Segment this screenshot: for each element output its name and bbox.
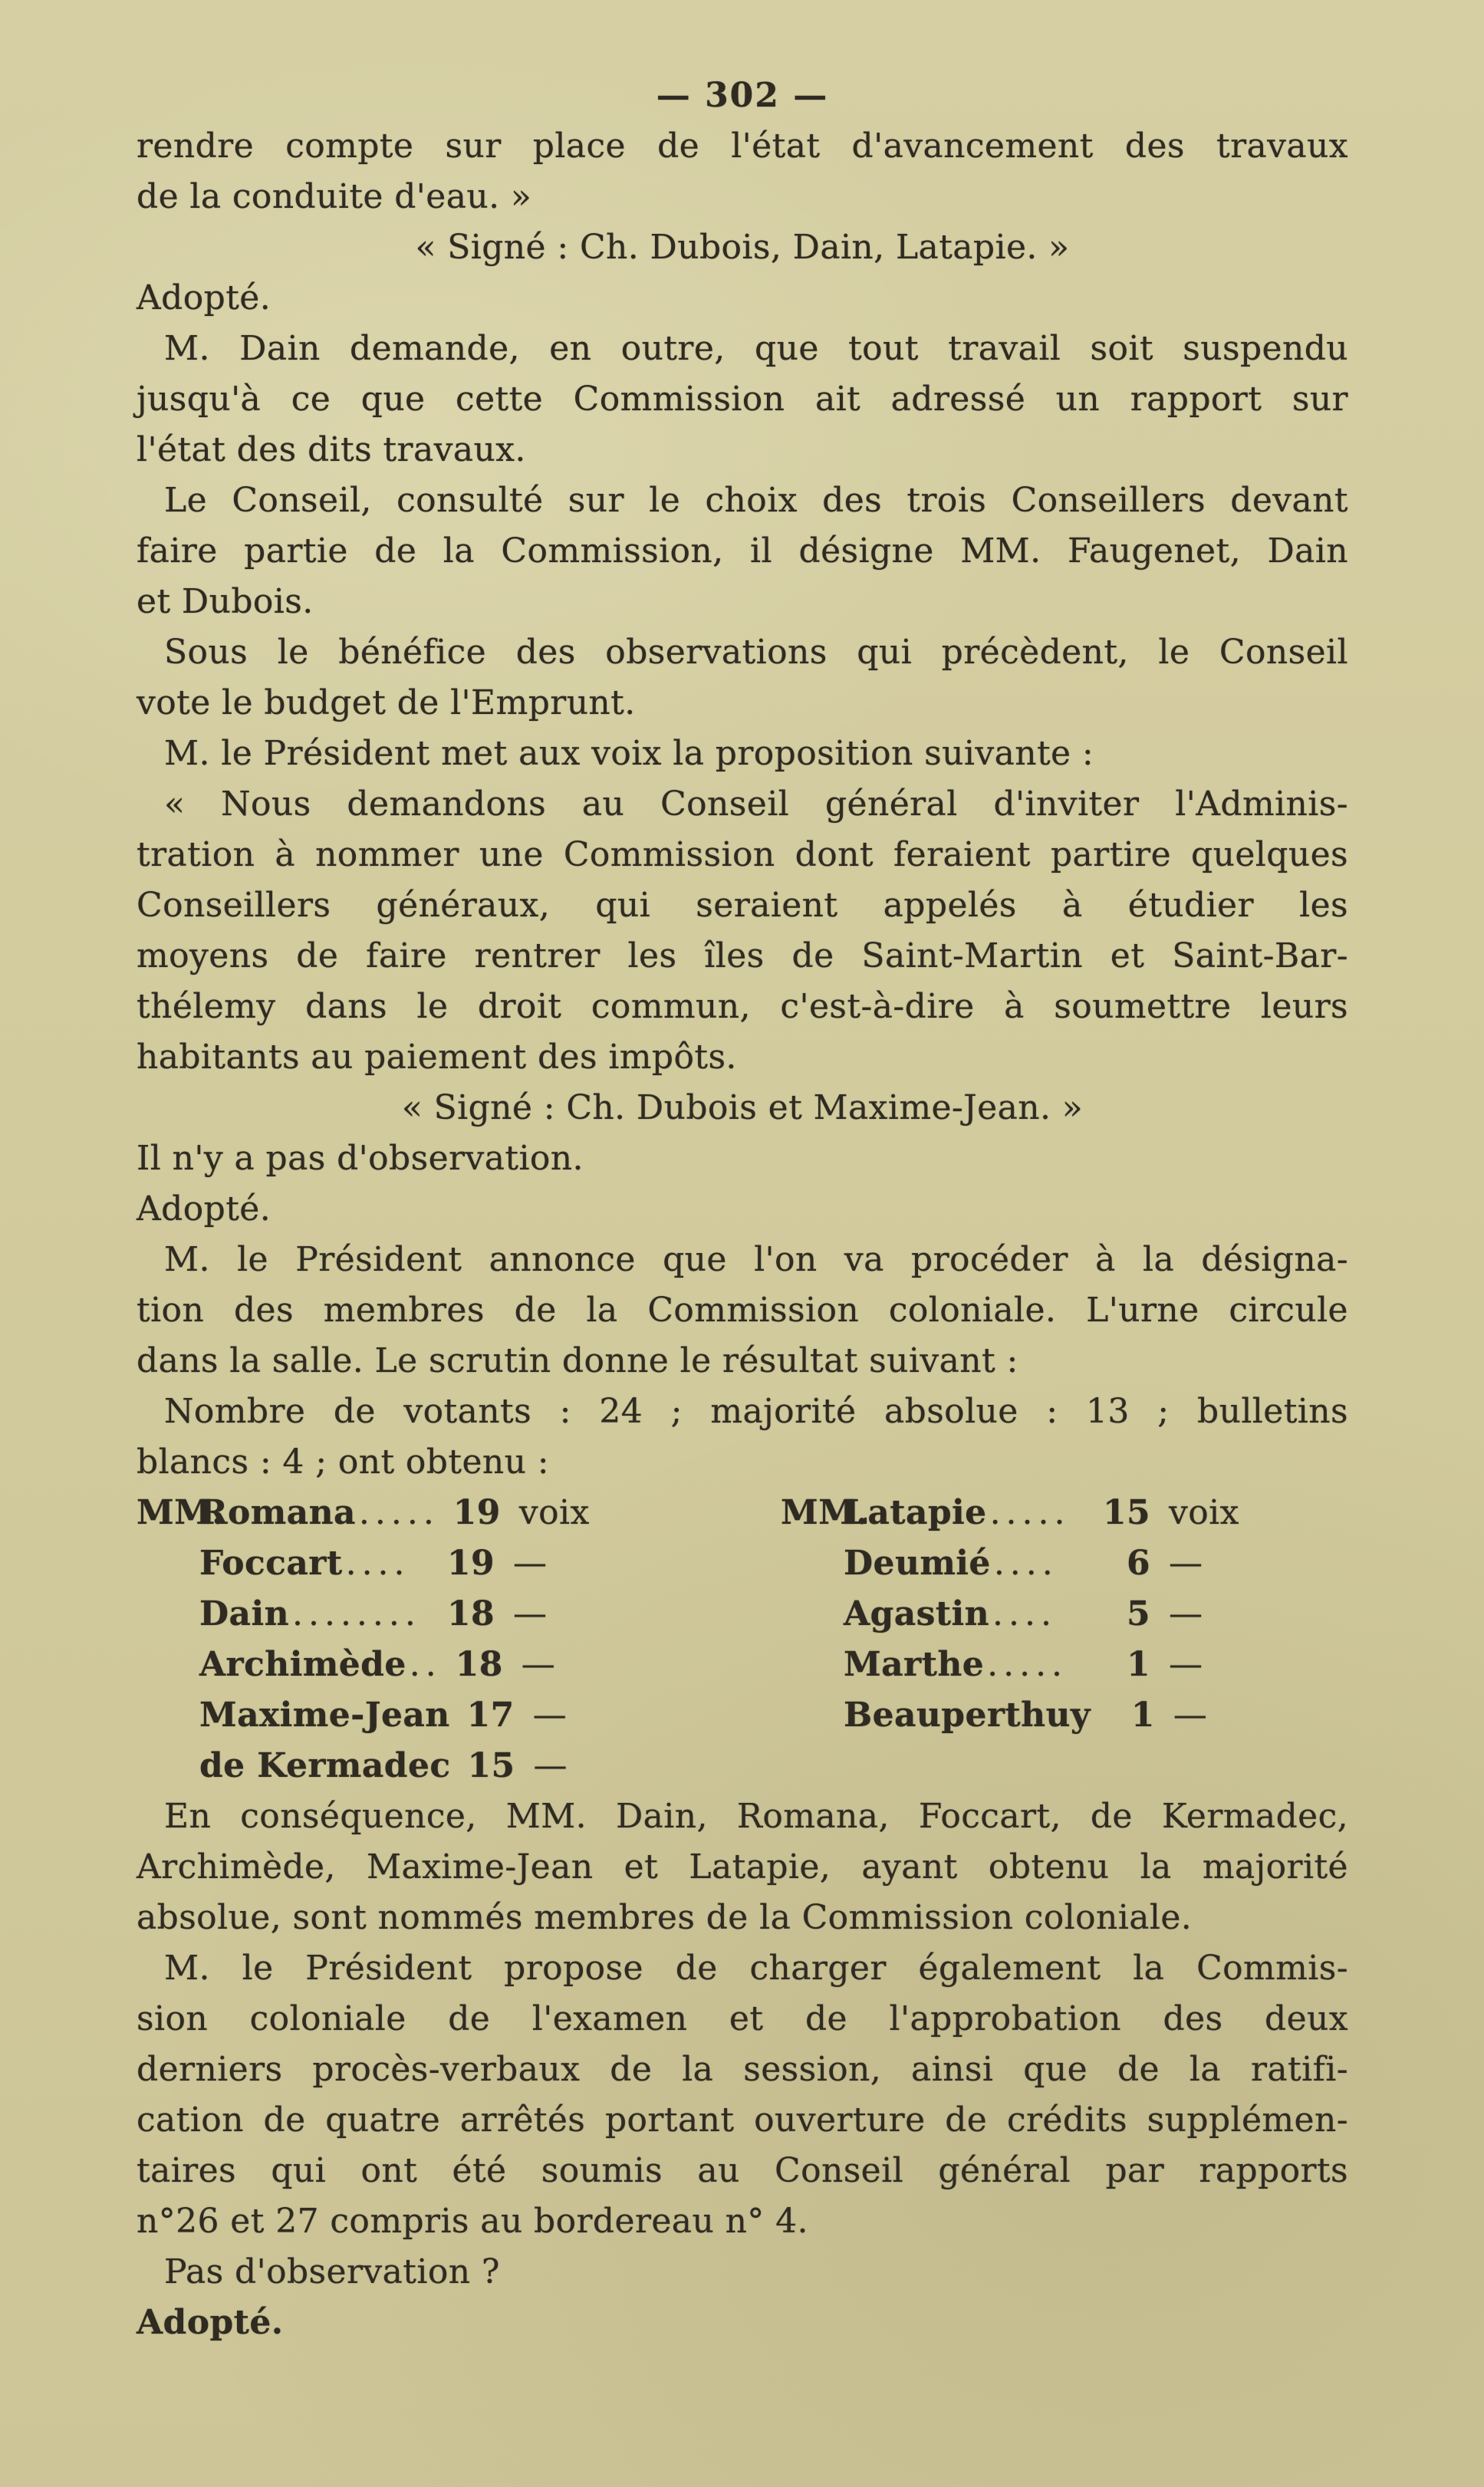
vote-prefix: MM. xyxy=(781,1493,868,1532)
vote-unit: — xyxy=(1169,1645,1203,1684)
adoption-note xyxy=(137,2298,1348,2348)
vote-unit: voix xyxy=(518,1493,590,1532)
vote-name: Agastin xyxy=(844,1594,990,1633)
dot-leader: ..... xyxy=(989,1493,1071,1532)
vote-prefix: MM. xyxy=(137,1493,224,1532)
vote-name: Maxime-Jean xyxy=(199,1696,450,1735)
text-line: moyens de faire rentrer les îles de Saint-Martin et Saint-Bar- xyxy=(137,936,1348,975)
vote-count: 5 xyxy=(1126,1594,1150,1633)
paragraph xyxy=(137,1791,1348,1943)
signature-line xyxy=(137,1083,1348,1133)
text-line: et Dubois. xyxy=(137,582,314,621)
vote-name: Deumié xyxy=(844,1544,991,1583)
dot-leader: ..... xyxy=(987,1645,1068,1684)
paragraph xyxy=(137,1943,1348,2247)
text-line: sion coloniale de l'examen et de l'approbation des deux xyxy=(137,1999,1348,2038)
text-line: thélemy dans le droit commun, c'est-à-dire à soumettre leurs xyxy=(137,987,1348,1026)
vote-count: 18 xyxy=(455,1645,503,1684)
paragraph xyxy=(137,324,1348,475)
text-line: l'état des dits travaux. xyxy=(137,430,526,469)
text-line: vote le budget de l'Emprunt. xyxy=(137,683,636,722)
dot-leader: .. xyxy=(409,1645,442,1684)
vote-column-left xyxy=(137,1488,590,1791)
vote-count: 6 xyxy=(1126,1544,1150,1583)
paragraph xyxy=(137,1387,1348,1488)
text-line: Adopté. xyxy=(137,1189,271,1229)
vote-row xyxy=(137,1488,590,1538)
paragraph xyxy=(137,729,1348,779)
dot-leader: ..... xyxy=(358,1493,439,1532)
vote-name: Dain xyxy=(199,1594,289,1633)
text-line: M. le Président propose de charger également la Commis- xyxy=(164,1949,1348,1988)
vote-unit: — xyxy=(1173,1696,1208,1735)
text-line: Adopté. xyxy=(137,278,271,317)
vote-unit: — xyxy=(521,1645,556,1684)
dot-leader: .... xyxy=(992,1594,1057,1633)
text-line: Adopté. xyxy=(137,2303,284,2342)
text-line: « Signé : Ch. Dubois et Maxime-Jean. » xyxy=(401,1088,1084,1127)
vote-row xyxy=(137,1690,577,1741)
text-line: taires qui ont été soumis au Conseil général par rapports xyxy=(137,2151,1348,2190)
text-line: Conseillers généraux, qui seraient appelés à étudier les xyxy=(137,886,1348,925)
dot-leader: ........ xyxy=(291,1594,421,1633)
vote-name: Marthe xyxy=(844,1645,985,1684)
vote-name: Beauperthuy xyxy=(844,1696,1091,1735)
text-line: « Nous demandons au Conseil général d'inviter l'Adminis- xyxy=(164,785,1348,824)
text-line: absolue, sont nommés membres de la Commission coloniale. xyxy=(137,1898,1193,1937)
vote-name: Archimède xyxy=(199,1645,406,1684)
vote-name: Romana xyxy=(199,1493,356,1532)
vote-row xyxy=(781,1538,1233,1589)
text-line: « Signé : Ch. Dubois, Dain, Latapie. » xyxy=(415,228,1070,267)
vote-count: 1 xyxy=(1130,1696,1155,1735)
text-line: habitants au paiement des impôts. xyxy=(137,1038,737,1077)
text-line: Nombre de votants : 24 ; majorité absolue : 13 ; bulletins xyxy=(164,1392,1348,1431)
vote-count: 1 xyxy=(1126,1645,1150,1684)
vote-count: 19 xyxy=(452,1493,501,1532)
text-line: cation de quatre arrêtés portant ouverture de crédits supplémen- xyxy=(137,2100,1348,2140)
text-line: Pas d'observation ? xyxy=(164,2252,500,2291)
text-line: rendre compte sur place de l'état d'avancement des travaux xyxy=(137,127,1348,166)
vote-count: 15 xyxy=(467,1746,515,1785)
text-line: de la conduite d'eau. » xyxy=(137,177,532,216)
paragraph xyxy=(137,1235,1348,1387)
text-column xyxy=(137,71,1348,2348)
text-line: M. le Président met aux voix la proposition suivante : xyxy=(164,734,1094,773)
vote-row xyxy=(137,1741,577,1791)
vote-count: 18 xyxy=(446,1594,495,1633)
text-line: Le Conseil, consulté sur le choix des trois Conseillers devant xyxy=(164,481,1348,520)
vote-count: 15 xyxy=(1102,1493,1150,1532)
vote-unit: — xyxy=(533,1746,568,1785)
text-line: tration à nommer une Commission dont feraient partire quelques xyxy=(137,835,1348,874)
vote-row xyxy=(781,1589,1233,1640)
text-line: tion des membres de la Commission coloniale. L'urne circule xyxy=(137,1291,1348,1330)
vote-count: 17 xyxy=(466,1696,515,1735)
text-line: faire partie de la Commission, il désigne MM. Faugenet, Dain xyxy=(137,531,1348,571)
text-line: Sous le bénéfice des observations qui précèdent, le Conseil xyxy=(164,633,1348,672)
vote-count: 19 xyxy=(446,1544,495,1583)
text-line: En conséquence, MM. Dain, Romana, Foccart, de Kermadec, xyxy=(164,1797,1348,1836)
vote-row xyxy=(137,1640,577,1690)
vote-row xyxy=(137,1538,577,1589)
paragraph xyxy=(137,2247,1348,2298)
adoption-note xyxy=(137,273,1348,324)
vote-row xyxy=(781,1640,1233,1690)
vote-unit: — xyxy=(513,1544,548,1583)
paragraph xyxy=(137,475,1348,627)
text-line: blancs : 4 ; ont obtenu : xyxy=(137,1443,549,1482)
dot-leader: .... xyxy=(345,1544,410,1583)
page-number: — 302 — xyxy=(656,76,829,115)
vote-results-table xyxy=(137,1488,1348,1791)
vote-row xyxy=(781,1488,1239,1538)
dot-leader: .... xyxy=(993,1544,1058,1583)
vote-name: Foccart xyxy=(199,1544,343,1583)
vote-row xyxy=(137,1589,577,1640)
paragraph xyxy=(137,121,1348,222)
text-line: M. le Président annonce que l'on va procéder à la désigna- xyxy=(164,1240,1348,1279)
text-line: n°26 et 27 compris au bordereau n° 4. xyxy=(137,2202,808,2241)
text-line: derniers procès-verbaux de la session, ainsi que de la ratifi- xyxy=(137,2050,1348,2089)
vote-unit: — xyxy=(513,1594,548,1633)
text-line: dans la salle. Le scrutin donne le résultat suivant : xyxy=(137,1341,1018,1380)
vote-name: de Kermadec xyxy=(199,1746,451,1785)
text-line: M. Dain demande, en outre, que tout travail soit suspendu xyxy=(164,329,1348,368)
vote-unit: — xyxy=(532,1696,568,1735)
vote-row xyxy=(781,1690,1233,1741)
adoption-note xyxy=(137,1184,1348,1235)
signature-line xyxy=(137,222,1348,273)
paragraph xyxy=(137,1133,1348,1184)
text-line: Il n'y a pas d'observation. xyxy=(137,1139,584,1178)
vote-unit: voix xyxy=(1169,1493,1239,1532)
vote-unit: — xyxy=(1169,1594,1203,1633)
paragraph xyxy=(137,627,1348,729)
vote-name: Latapie xyxy=(844,1493,987,1532)
vote-column-right xyxy=(781,1488,1239,1741)
paragraph xyxy=(137,779,1348,1083)
text-line: Archimède, Maxime-Jean et Latapie, ayant obtenu la majorité xyxy=(137,1847,1348,1887)
text-line: jusqu'à ce que cette Commission ait adressé un rapport sur xyxy=(137,380,1348,419)
vote-unit: — xyxy=(1169,1544,1203,1583)
